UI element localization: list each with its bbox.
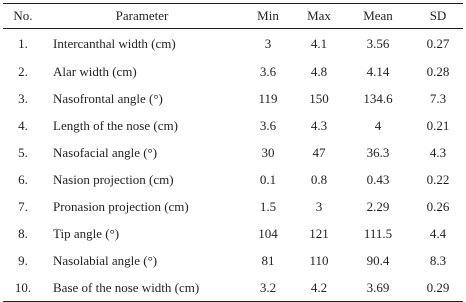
cell-min: 119 — [258, 90, 278, 106]
cell-max: 110 — [309, 252, 329, 268]
cell-parameter: Alar width (cm) — [53, 63, 137, 79]
cell-sd: 0.29 — [413, 274, 463, 302]
header-max: Max — [295, 4, 343, 29]
table-row — [3, 58, 463, 85]
cell-max: 47 — [312, 144, 326, 160]
cell-min: 3 — [264, 35, 272, 51]
cell-mean: 134.6 — [363, 90, 393, 106]
cell-no: 10. — [3, 274, 43, 302]
cell-min: 3.6 — [259, 117, 277, 133]
data-table — [3, 3, 463, 302]
table-row — [3, 85, 463, 112]
table-row — [3, 166, 463, 193]
cell-parameter: Intercanthal width (cm) — [53, 35, 176, 51]
cell-min: 3.6 — [259, 63, 277, 79]
cell-mean: 3.69 — [343, 274, 413, 302]
cell-parameter: Nasolabial angle (°) — [53, 252, 158, 268]
cell-parameter: Nasion projection (cm) — [53, 171, 174, 187]
header-min: Min — [241, 4, 295, 29]
cell-parameter: Base of the nose width (cm) — [43, 274, 241, 302]
cell-max: 4.3 — [310, 117, 328, 133]
cell-no: 7. — [18, 198, 28, 214]
cell-no: 8. — [18, 225, 28, 241]
cell-max: 0.8 — [310, 171, 328, 187]
header-mean: Mean — [343, 4, 413, 29]
cell-min: 30 — [261, 144, 275, 160]
cell-sd: 0.22 — [426, 171, 450, 187]
cell-max: 4.8 — [310, 63, 328, 79]
cell-no: 3. — [18, 90, 28, 106]
cell-no: 1. — [18, 35, 28, 51]
cell-mean: 0.43 — [366, 171, 390, 187]
table-row — [3, 220, 463, 247]
cell-mean: 111.5 — [363, 225, 393, 241]
cell-parameter: Nasofrontal angle (°) — [53, 90, 163, 106]
cell-max: 3 — [315, 198, 323, 214]
table-body — [3, 29, 463, 302]
cell-max: 150 — [309, 90, 329, 106]
cell-sd: 4.4 — [429, 225, 447, 241]
table-row — [3, 139, 463, 166]
table-row — [3, 29, 463, 59]
cell-mean: 36.3 — [366, 144, 390, 160]
cell-sd: 0.21 — [426, 117, 450, 133]
cell-min: 104 — [258, 225, 278, 241]
table-row — [3, 247, 463, 274]
header-no: No. — [3, 4, 43, 29]
cell-min: 3.2 — [241, 274, 295, 302]
cell-sd: 0.26 — [426, 198, 450, 214]
cell-no: 4. — [18, 117, 28, 133]
cell-sd: 4.3 — [429, 144, 447, 160]
cell-no: 5. — [18, 144, 28, 160]
cell-no: 2. — [18, 63, 28, 79]
header-row — [3, 4, 463, 29]
cell-max: 4.1 — [310, 35, 328, 51]
cell-min: 81 — [261, 252, 275, 268]
cell-no: 9. — [18, 252, 28, 268]
cell-sd: 0.28 — [426, 63, 450, 79]
header-sd: SD — [413, 4, 463, 29]
table-header — [3, 4, 463, 29]
cell-min: 0.1 — [259, 171, 277, 187]
cell-mean: 4.14 — [366, 63, 390, 79]
cell-min: 1.5 — [259, 198, 277, 214]
table-row — [3, 193, 463, 220]
cell-max: 121 — [309, 225, 329, 241]
cell-sd: 8.3 — [429, 252, 447, 268]
cell-mean: 2.29 — [366, 198, 390, 214]
cell-sd: 0.27 — [426, 35, 450, 51]
cell-mean: 3.56 — [366, 35, 390, 51]
cell-parameter: Nasofacial angle (°) — [53, 144, 158, 160]
cell-parameter: Pronasion projection (cm) — [53, 198, 189, 214]
cell-mean: 4 — [374, 117, 382, 133]
table-row — [3, 274, 463, 302]
table-row — [3, 112, 463, 139]
cell-parameter: Tip angle (°) — [53, 225, 120, 241]
cell-no: 6. — [18, 171, 28, 187]
cell-max: 4.2 — [295, 274, 343, 302]
cell-sd: 7.3 — [429, 90, 447, 106]
cell-parameter: Length of the nose (cm) — [53, 117, 178, 133]
cell-mean: 90.4 — [366, 252, 390, 268]
header-parameter: Parameter — [43, 4, 241, 29]
